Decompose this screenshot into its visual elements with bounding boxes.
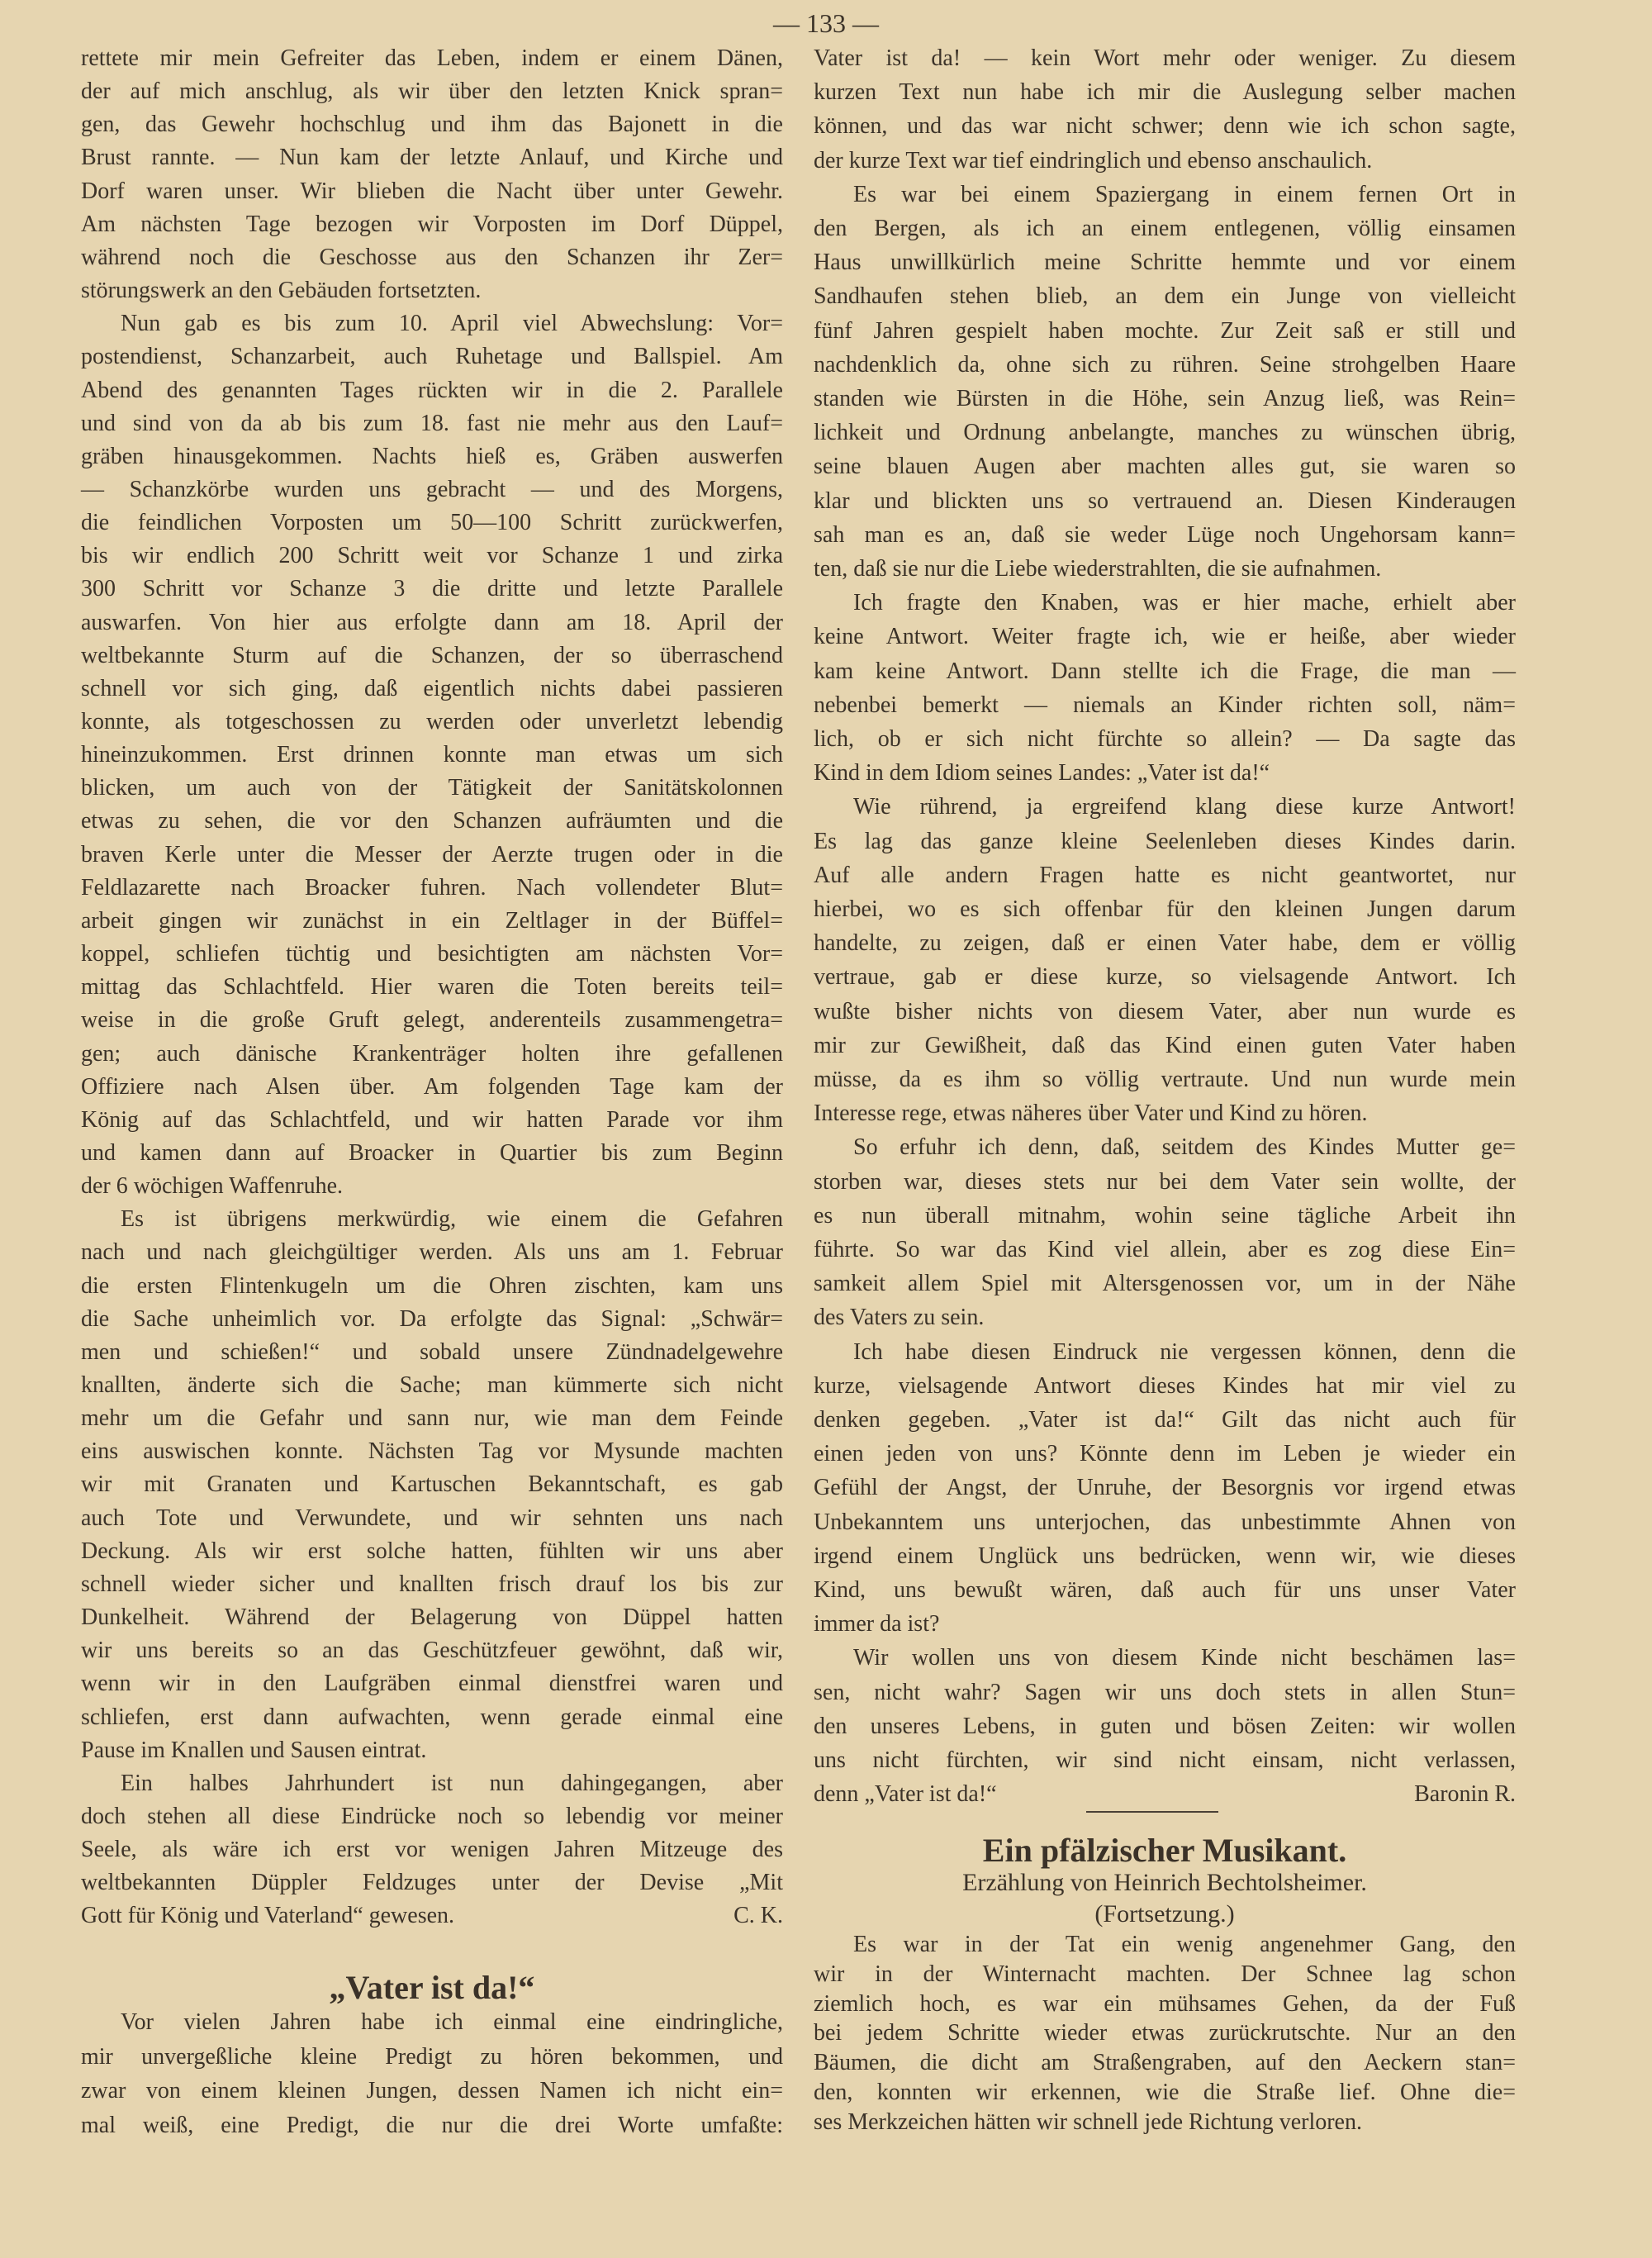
line-text: braven Kerle unter die Messer der Aerzte trugen oder in die bbox=[81, 841, 783, 868]
text-line bbox=[814, 624, 1516, 650]
text-line bbox=[814, 658, 1516, 685]
text-line bbox=[81, 145, 783, 171]
text-line bbox=[81, 344, 783, 370]
line-text: Offiziere nach Alsen über. Am folgenden Tage kam der bbox=[81, 1073, 783, 1100]
line-text: weltbekannten Düppler Feldzuges unter der Devise „Mit bbox=[81, 1870, 783, 1896]
line-text: während noch die Geschosse aus den Schanzen ihr Zer= bbox=[81, 244, 783, 270]
text-line bbox=[81, 1107, 783, 1134]
text-line bbox=[81, 1405, 783, 1432]
line-text: fünf Jahren gespielt haben mochte. Zur Zeit saß er still und bbox=[814, 317, 1516, 344]
line-text: klar und blickten uns so vertrauend an. Diesen Kinderaugen bbox=[814, 487, 1516, 514]
text-line bbox=[814, 1237, 1516, 1263]
text-line bbox=[81, 775, 783, 801]
text-line bbox=[81, 1538, 783, 1565]
text-line bbox=[81, 311, 783, 337]
line-text: bei jedem Schritte wieder etwas zurückrutschte. Nur an den bbox=[814, 2020, 1516, 2046]
line-text: nach und nach gleichgültiger werden. Als uns am 1. Februar bbox=[81, 1239, 783, 1266]
line-text: — Schanzkörbe wurden uns gebracht — und des Morgens, bbox=[81, 476, 783, 502]
line-text: Brust rannte. — Nun kam der letzte Anlauf, und Kirche und bbox=[81, 145, 783, 171]
line-text: storben war, dieses stets nur bei dem Vater sein wollte, der bbox=[814, 1168, 1516, 1195]
line-text: konnte, als totgeschossen zu werden oder unverletzt lebendig bbox=[81, 709, 783, 734]
line-text: men und schießen!“ und sobald unsere Zündnadelgewehre bbox=[81, 1338, 783, 1365]
text-line bbox=[814, 896, 1516, 923]
text-line bbox=[814, 148, 1516, 174]
line-text: hineinzukommen. Erst drinnen konnte man etwas um sich bbox=[81, 742, 783, 768]
line-text: vertraue, gab er diese kurze, so vielsagende Antwort. Ich bbox=[814, 964, 1516, 991]
text-line bbox=[814, 692, 1516, 719]
line-text: Gefühl der Angst, der Unruhe, der Besorgnis vor irgend etwas bbox=[814, 1475, 1516, 1501]
text-line bbox=[814, 1961, 1516, 1988]
text-line bbox=[81, 1206, 783, 1233]
line-text: weise in die große Gruft gelegt, anderenteils zusammengetra= bbox=[81, 1007, 783, 1034]
text-line bbox=[814, 1543, 1516, 1570]
text-line bbox=[814, 1645, 1516, 1671]
line-text: schnell wieder sicher und knallten frisch drauf los bis zur bbox=[81, 1571, 783, 1597]
text-line bbox=[81, 643, 783, 669]
line-text: wir uns bereits so an das Geschützfeuer gewöhnt, daß wir, bbox=[81, 1638, 783, 1664]
line-text: auswarfen. Von hier aus erfolgte dann am 18. April der bbox=[81, 609, 783, 635]
text-line bbox=[814, 2080, 1516, 2106]
text-line bbox=[81, 2044, 783, 2070]
text-line bbox=[81, 1604, 783, 1631]
line-text: Pause im Knallen und Sausen eintrat. bbox=[81, 1737, 427, 1763]
text-line bbox=[814, 964, 1516, 991]
text-line bbox=[814, 454, 1516, 480]
line-text: gen, das Gewehr hochschlug und ihm das Bajonett in die bbox=[81, 112, 783, 138]
line-text: und sind von da ab bis zum 18. fast nie mehr aus den Lauf= bbox=[81, 410, 783, 436]
text-line bbox=[81, 908, 783, 934]
line-text: müsse, da es ihm so völlig vertraute. Und nun wurde mein bbox=[814, 1067, 1516, 1092]
line-text: koppel, schliefen tüchtig und besichtigten am nächsten Vor= bbox=[81, 941, 783, 967]
text-line bbox=[81, 112, 783, 138]
line-text: des Vaters zu sein. bbox=[814, 1305, 985, 1331]
text-line bbox=[814, 79, 1516, 106]
line-text: es nun überall mitnahm, wohin seine tägliche Arbeit ihn bbox=[814, 1202, 1516, 1229]
author-signature: C. K. bbox=[733, 1903, 783, 1929]
text-line bbox=[81, 1438, 783, 1465]
text-line bbox=[81, 1074, 783, 1100]
line-text: mal weiß, eine Predigt, die nur die drei Worte umfaßte: bbox=[81, 2113, 783, 2139]
text-line bbox=[81, 411, 783, 437]
author-signature: Baronin R. bbox=[1414, 1781, 1516, 1808]
story-note: (Fortsetzung.) bbox=[1094, 1900, 1235, 1928]
line-text: Es war in der Tat ein wenig angenehmer Gang, den bbox=[853, 1932, 1516, 1957]
text-line bbox=[81, 543, 783, 569]
text-line bbox=[814, 2050, 1516, 2076]
line-text: Wie rührend, ja ergreifend klang diese kurze Antwort! bbox=[853, 794, 1516, 820]
line-text: irgend einem Unglück uns bedrücken, wenn wir, wie dieses bbox=[814, 1543, 1516, 1569]
text-line bbox=[81, 1505, 783, 1532]
line-text: denken gegeben. „Vater ist da!“ Gilt das nicht auch für bbox=[814, 1407, 1516, 1433]
text-line bbox=[81, 1140, 783, 1167]
line-text: sah man es an, daß sie weder Lüge noch Ungehorsam kann= bbox=[814, 521, 1516, 548]
text-line bbox=[81, 278, 783, 304]
line-text: Es lag das ganze kleine Seelenleben dieses Kindes darin. bbox=[814, 828, 1516, 854]
line-text: ziemlich hoch, es war ein mühsames Gehen, da der Fuß bbox=[814, 1990, 1516, 2017]
line-text: Vater ist da! — kein Wort mehr oder weniger. Zu diesem bbox=[814, 45, 1516, 71]
text-line bbox=[81, 1306, 783, 1333]
line-text: keine Antwort. Weiter fragte ich, wie er heiße, aber wieder bbox=[814, 624, 1516, 650]
text-line bbox=[81, 510, 783, 536]
line-text: Gott für König und Vaterland“ gewesen. bbox=[81, 1903, 455, 1929]
line-text: rettete mir mein Gefreiter das Leben, indem er einem Dänen, bbox=[81, 45, 783, 71]
line-text: Kind, uns bewußt wären, daß auch für uns unser Vater bbox=[814, 1577, 1516, 1603]
line-text: Ich habe diesen Eindruck nie vergessen können, denn die bbox=[853, 1338, 1516, 1365]
text-line bbox=[81, 1173, 783, 1200]
line-text: Unbekanntem uns unterjochen, das unbestimmte Ahnen von bbox=[814, 1509, 1516, 1535]
text-line bbox=[814, 999, 1516, 1025]
text-line bbox=[814, 590, 1516, 616]
text-line bbox=[814, 283, 1516, 310]
line-text: wir mit Granaten und Kartuschen Bekanntschaft, es gab bbox=[81, 1471, 783, 1498]
line-text: der kurze Text war tief eindringlich und ebenso anschaulich. bbox=[814, 147, 1373, 174]
line-text: gen; auch dänische Krankenträger holten ihre gefallenen bbox=[81, 1040, 783, 1067]
line-text: Seele, als wäre ich erst vor wenigen Jahren Mitzeuge des bbox=[81, 1837, 783, 1863]
line-text: Es war bei einem Spaziergang in einem fernen Ort in bbox=[853, 181, 1516, 207]
line-text: Dunkelheit. Während der Belagerung von Düppel hatten bbox=[81, 1604, 783, 1631]
line-text: den, konnten wir erkennen, wie die Straße lief. Ohne die= bbox=[814, 2080, 1516, 2105]
line-text: So erfuhr ich denn, daß, seitdem des Kindes Mutter ge= bbox=[853, 1134, 1516, 1161]
line-text: Dorf waren unser. Wir blieben die Nacht über unter Gewehr. bbox=[81, 178, 783, 204]
text-line bbox=[81, 1372, 783, 1399]
line-text: uns nicht fürchten, wir sind nicht einsam, nicht verlassen, bbox=[814, 1747, 1516, 1773]
left-column bbox=[81, 0, 783, 2258]
line-text: und kamen dann auf Broacker in Quartier bis zum Beginn bbox=[81, 1139, 783, 1166]
line-text: den unseres Lebens, in guten und bösen Zeiten: wir wollen bbox=[814, 1713, 1516, 1739]
text-line bbox=[814, 522, 1516, 549]
text-line bbox=[81, 1704, 783, 1731]
line-text: gräben hinausgekommen. Nachts hieß es, Gräben auswerfen bbox=[81, 443, 783, 469]
page-number: — 133 — bbox=[773, 8, 879, 38]
text-line bbox=[814, 1033, 1516, 1059]
line-text: die ersten Flintenkugeln um die Ohren zischten, kam uns bbox=[81, 1272, 783, 1299]
line-text: Auf alle andern Fragen hatte es nicht geantwortet, nur bbox=[814, 862, 1516, 888]
text-line bbox=[81, 1771, 783, 1797]
line-text: handelte, zu zeigen, daß er einen Vater habe, dem er völlig bbox=[814, 930, 1516, 957]
line-text: postendienst, Schanzarbeit, auch Ruhetage und Ballspiel. Am bbox=[81, 344, 783, 370]
line-text: bis wir endlich 200 Schritt weit vor Schanze 1 und zirka bbox=[81, 543, 783, 569]
line-text: nachdenklich da, ohne sich zu rühren. Seine strohgelben Haare bbox=[814, 351, 1516, 378]
text-line bbox=[814, 2109, 1516, 2136]
line-text: seine blauen Augen aber machten alles gut, sie waren so bbox=[814, 454, 1516, 480]
line-text: Deckung. Als wir erst solche hatten, fühlten wir uns aber bbox=[81, 1538, 783, 1564]
text-line bbox=[81, 2113, 783, 2139]
text-line bbox=[814, 1339, 1516, 1366]
text-line bbox=[814, 45, 1516, 72]
line-text: Vor vielen Jahren habe ich einmal eine eindringliche, bbox=[121, 2009, 783, 2035]
text-line bbox=[81, 742, 783, 768]
line-text: hierbei, wo es sich offenbar für den kleinen Jungen darum bbox=[814, 896, 1516, 922]
line-text: Nun gab es bis zum 10. April viel Abwechslung: Vor= bbox=[121, 311, 783, 337]
line-text: knallten, änderte sich die Sache; man kümmerte sich nicht bbox=[81, 1372, 783, 1398]
line-text: nebenbei bemerkt — niemals an Kinder richten soll, näm= bbox=[814, 692, 1516, 718]
line-text: ses Merkzeichen hätten wir schnell jede Richtung verloren. bbox=[814, 2108, 1362, 2135]
text-line bbox=[81, 212, 783, 238]
line-text: einen jeden von uns? Könnte denn im Leben je wieder ein bbox=[814, 1441, 1516, 1467]
text-line bbox=[81, 1638, 783, 1664]
line-text: schnell vor sich ging, daß eigentlich nichts dabei passieren bbox=[81, 675, 783, 701]
line-text: zwar von einem kleinen Jungen, dessen Namen ich nicht ein= bbox=[81, 2078, 783, 2104]
line-text: Ich fragte den Knaben, was er hier mache, erhielt aber bbox=[853, 590, 1516, 616]
text-line bbox=[81, 78, 783, 105]
line-text: die Sache unheimlich vor. Da erfolgte das Signal: „Schwär= bbox=[81, 1305, 783, 1332]
line-text: wir in der Winternacht machten. Der Schnee lag schon bbox=[814, 1961, 1516, 1987]
line-text: ten, daß sie nur die Liebe wiederstrahlten, die sie aufnahmen. bbox=[814, 556, 1382, 582]
text-line bbox=[814, 1932, 1516, 1958]
right-column bbox=[814, 0, 1516, 2258]
line-text: führte. So war das Kind viel allein, aber es zog diese Ein= bbox=[814, 1237, 1516, 1262]
text-line bbox=[81, 842, 783, 868]
line-text: Haus unwillkürlich meine Schritte hemmte und vor einem bbox=[814, 250, 1516, 276]
line-text: Es ist übrigens merkwürdig, wie einem die Gefahren bbox=[121, 1206, 783, 1233]
text-line bbox=[81, 974, 783, 1001]
text-line bbox=[814, 386, 1516, 412]
text-line bbox=[81, 610, 783, 636]
line-text: Am nächsten Tage bezogen wir Vorposten im Dorf Düppel, bbox=[81, 211, 783, 237]
line-text: arbeit gingen wir zunächst in ein Zeltlager in der Büffel= bbox=[81, 907, 783, 934]
line-text: eins auswischen konnte. Nächsten Tag vor Mysunde machten bbox=[81, 1438, 783, 1465]
text-line bbox=[814, 930, 1516, 957]
text-line bbox=[814, 1747, 1516, 1774]
text-line bbox=[814, 1781, 1516, 1808]
text-line bbox=[814, 1714, 1516, 1740]
text-line bbox=[81, 2078, 783, 2104]
text-line bbox=[814, 216, 1516, 242]
text-line bbox=[81, 477, 783, 503]
line-text: Interesse rege, etwas näheres über Vater und Kind zu hören. bbox=[814, 1100, 1368, 1127]
text-line bbox=[814, 488, 1516, 515]
article-title: „Vater ist da!“ bbox=[329, 1969, 535, 2006]
text-line bbox=[81, 45, 783, 72]
line-text: lichkeit und Ordnung anbelangte, manches zu wünschen übrig, bbox=[814, 420, 1516, 446]
text-line bbox=[814, 1373, 1516, 1400]
text-line bbox=[814, 829, 1516, 855]
story-byline: Erzählung von Heinrich Bechtolsheimer. bbox=[962, 1869, 1367, 1896]
text-line bbox=[814, 2020, 1516, 2046]
text-line bbox=[814, 1577, 1516, 1604]
text-line bbox=[814, 318, 1516, 345]
text-line bbox=[814, 1441, 1516, 1467]
text-line bbox=[81, 378, 783, 404]
line-text: kurzen Text nun habe ich mir die Auslegung selber machen bbox=[814, 79, 1516, 106]
text-line bbox=[81, 1041, 783, 1067]
text-line bbox=[81, 1903, 783, 1929]
text-line bbox=[81, 1571, 783, 1598]
text-line bbox=[81, 1671, 783, 1697]
line-text: samkeit allem Spiel mit Altersgenossen vor, um in der Nähe bbox=[814, 1271, 1516, 1297]
line-text: wußte bisher nichts von diesem Vater, aber nun wurde es bbox=[814, 998, 1516, 1024]
line-text: denn „Vater ist da!“ bbox=[814, 1781, 997, 1808]
line-text: Feldlazarette nach Broacker fuhren. Nach vollendeter Blut= bbox=[81, 874, 783, 901]
text-line bbox=[814, 760, 1516, 787]
line-text: Bäumen, die dicht am Straßengraben, auf den Aeckern stan= bbox=[814, 2050, 1516, 2076]
text-line bbox=[814, 1134, 1516, 1161]
text-line bbox=[814, 1475, 1516, 1501]
text-line bbox=[814, 726, 1516, 753]
text-line bbox=[81, 1239, 783, 1266]
text-line bbox=[814, 1271, 1516, 1297]
text-line bbox=[814, 1991, 1516, 2018]
text-line bbox=[814, 1305, 1516, 1331]
text-line bbox=[81, 1737, 783, 1764]
line-text: 300 Schritt vor Schanze 3 die dritte und letzte Parallele bbox=[81, 576, 783, 602]
text-line bbox=[814, 250, 1516, 276]
text-line bbox=[81, 2009, 783, 2036]
text-line bbox=[814, 1203, 1516, 1229]
line-text: kam keine Antwort. Dann stellte ich die Frage, die man — bbox=[814, 658, 1516, 684]
line-text: Ein halbes Jahrhundert ist nun dahingegangen, aber bbox=[121, 1770, 783, 1796]
text-line bbox=[814, 1611, 1516, 1638]
text-line bbox=[81, 1870, 783, 1896]
text-line bbox=[81, 1804, 783, 1830]
line-text: Abend des genannten Tages rückten wir in die 2. Parallele bbox=[81, 377, 783, 403]
line-text: doch stehen all diese Eindrücke noch so lebendig vor meiner bbox=[81, 1803, 783, 1829]
text-line bbox=[81, 1339, 783, 1366]
line-text: Kind in dem Idiom seines Landes: „Vater ist da!“ bbox=[814, 760, 1270, 787]
line-text: sen, nicht wahr? Sagen wir uns doch stets in allen Stun= bbox=[814, 1679, 1516, 1705]
text-line bbox=[81, 808, 783, 834]
line-text: immer da ist? bbox=[814, 1611, 940, 1638]
text-line bbox=[81, 576, 783, 602]
text-line bbox=[814, 556, 1516, 582]
story-title: Ein pfälzischer Musikant. bbox=[982, 1832, 1347, 1869]
text-line bbox=[81, 875, 783, 901]
text-line bbox=[81, 245, 783, 271]
section-divider bbox=[1086, 1811, 1218, 1813]
text-line bbox=[81, 178, 783, 205]
text-line bbox=[814, 113, 1516, 140]
text-line bbox=[814, 420, 1516, 446]
line-text: mehr um die Gefahr und sann nur, wie man dem Feinde bbox=[81, 1405, 783, 1432]
text-line bbox=[81, 444, 783, 470]
line-text: schliefen, erst dann aufwachten, wenn gerade einmal eine bbox=[81, 1704, 783, 1730]
text-line bbox=[81, 1273, 783, 1300]
line-text: Wir wollen uns von diesem Kinde nicht beschämen las= bbox=[853, 1645, 1516, 1671]
text-line bbox=[814, 1169, 1516, 1196]
line-text: störungswerk an den Gebäuden fortsetzten. bbox=[81, 278, 482, 304]
line-text: die feindlichen Vorposten um 50—100 Schritt zurückwerfen, bbox=[81, 510, 783, 536]
text-line bbox=[814, 863, 1516, 889]
text-line bbox=[81, 709, 783, 735]
line-text: den Bergen, als ich an einem entlegenen, völlig einsamen bbox=[814, 216, 1516, 241]
line-text: der auf mich anschlug, als wir über den letzten Knick spran= bbox=[81, 78, 783, 105]
text-line bbox=[814, 1067, 1516, 1093]
text-line bbox=[81, 1471, 783, 1498]
text-line bbox=[81, 941, 783, 967]
line-text: wenn wir in den Laufgräben einmal dienstfrei waren und bbox=[81, 1671, 783, 1697]
line-text: lich, ob er sich nicht fürchte so allein? — Da sagte das bbox=[814, 726, 1516, 752]
line-text: mir zur Gewißheit, daß das Kind einen guten Vater haben bbox=[814, 1032, 1516, 1058]
line-text: Sandhaufen stehen blieb, an dem ein Junge von vielleicht bbox=[814, 283, 1516, 310]
line-text: mir unvergeßliche kleine Predigt zu hören bekommen, und bbox=[81, 2043, 783, 2070]
line-text: können, und das war nicht schwer; denn wie ich schon sagte, bbox=[814, 113, 1516, 140]
line-text: mittag das Schlachtfeld. Hier waren die Toten bereits teil= bbox=[81, 974, 783, 1001]
line-text: kurze, vielsagende Antwort dieses Kindes hat mir viel zu bbox=[814, 1372, 1516, 1399]
text-line bbox=[814, 794, 1516, 820]
line-text: weltbekannte Sturm auf die Schanzen, der so überraschend bbox=[81, 642, 783, 668]
line-text: blicken, um auch von der Tätigkeit der Sanitätskolonnen bbox=[81, 775, 783, 801]
line-text: etwas zu sehen, die vor den Schanzen aufräumten und die bbox=[81, 808, 783, 834]
text-line bbox=[81, 676, 783, 702]
text-line bbox=[814, 182, 1516, 208]
line-text: der 6 wöchigen Waffenruhe. bbox=[81, 1173, 344, 1200]
text-line bbox=[814, 1100, 1516, 1127]
text-line bbox=[814, 1407, 1516, 1433]
text-line bbox=[81, 1837, 783, 1863]
text-line bbox=[814, 1509, 1516, 1536]
text-line bbox=[814, 352, 1516, 378]
text-line bbox=[814, 1680, 1516, 1706]
line-text: auch Tote und Verwundete, und wir sehnten uns nach bbox=[81, 1505, 783, 1531]
line-text: standen wie Bürsten in die Höhe, sein Anzug ließ, was Rein= bbox=[814, 386, 1516, 411]
line-text: König auf das Schlachtfeld, und wir hatten Parade vor ihm bbox=[81, 1106, 783, 1133]
text-line bbox=[81, 1007, 783, 1034]
